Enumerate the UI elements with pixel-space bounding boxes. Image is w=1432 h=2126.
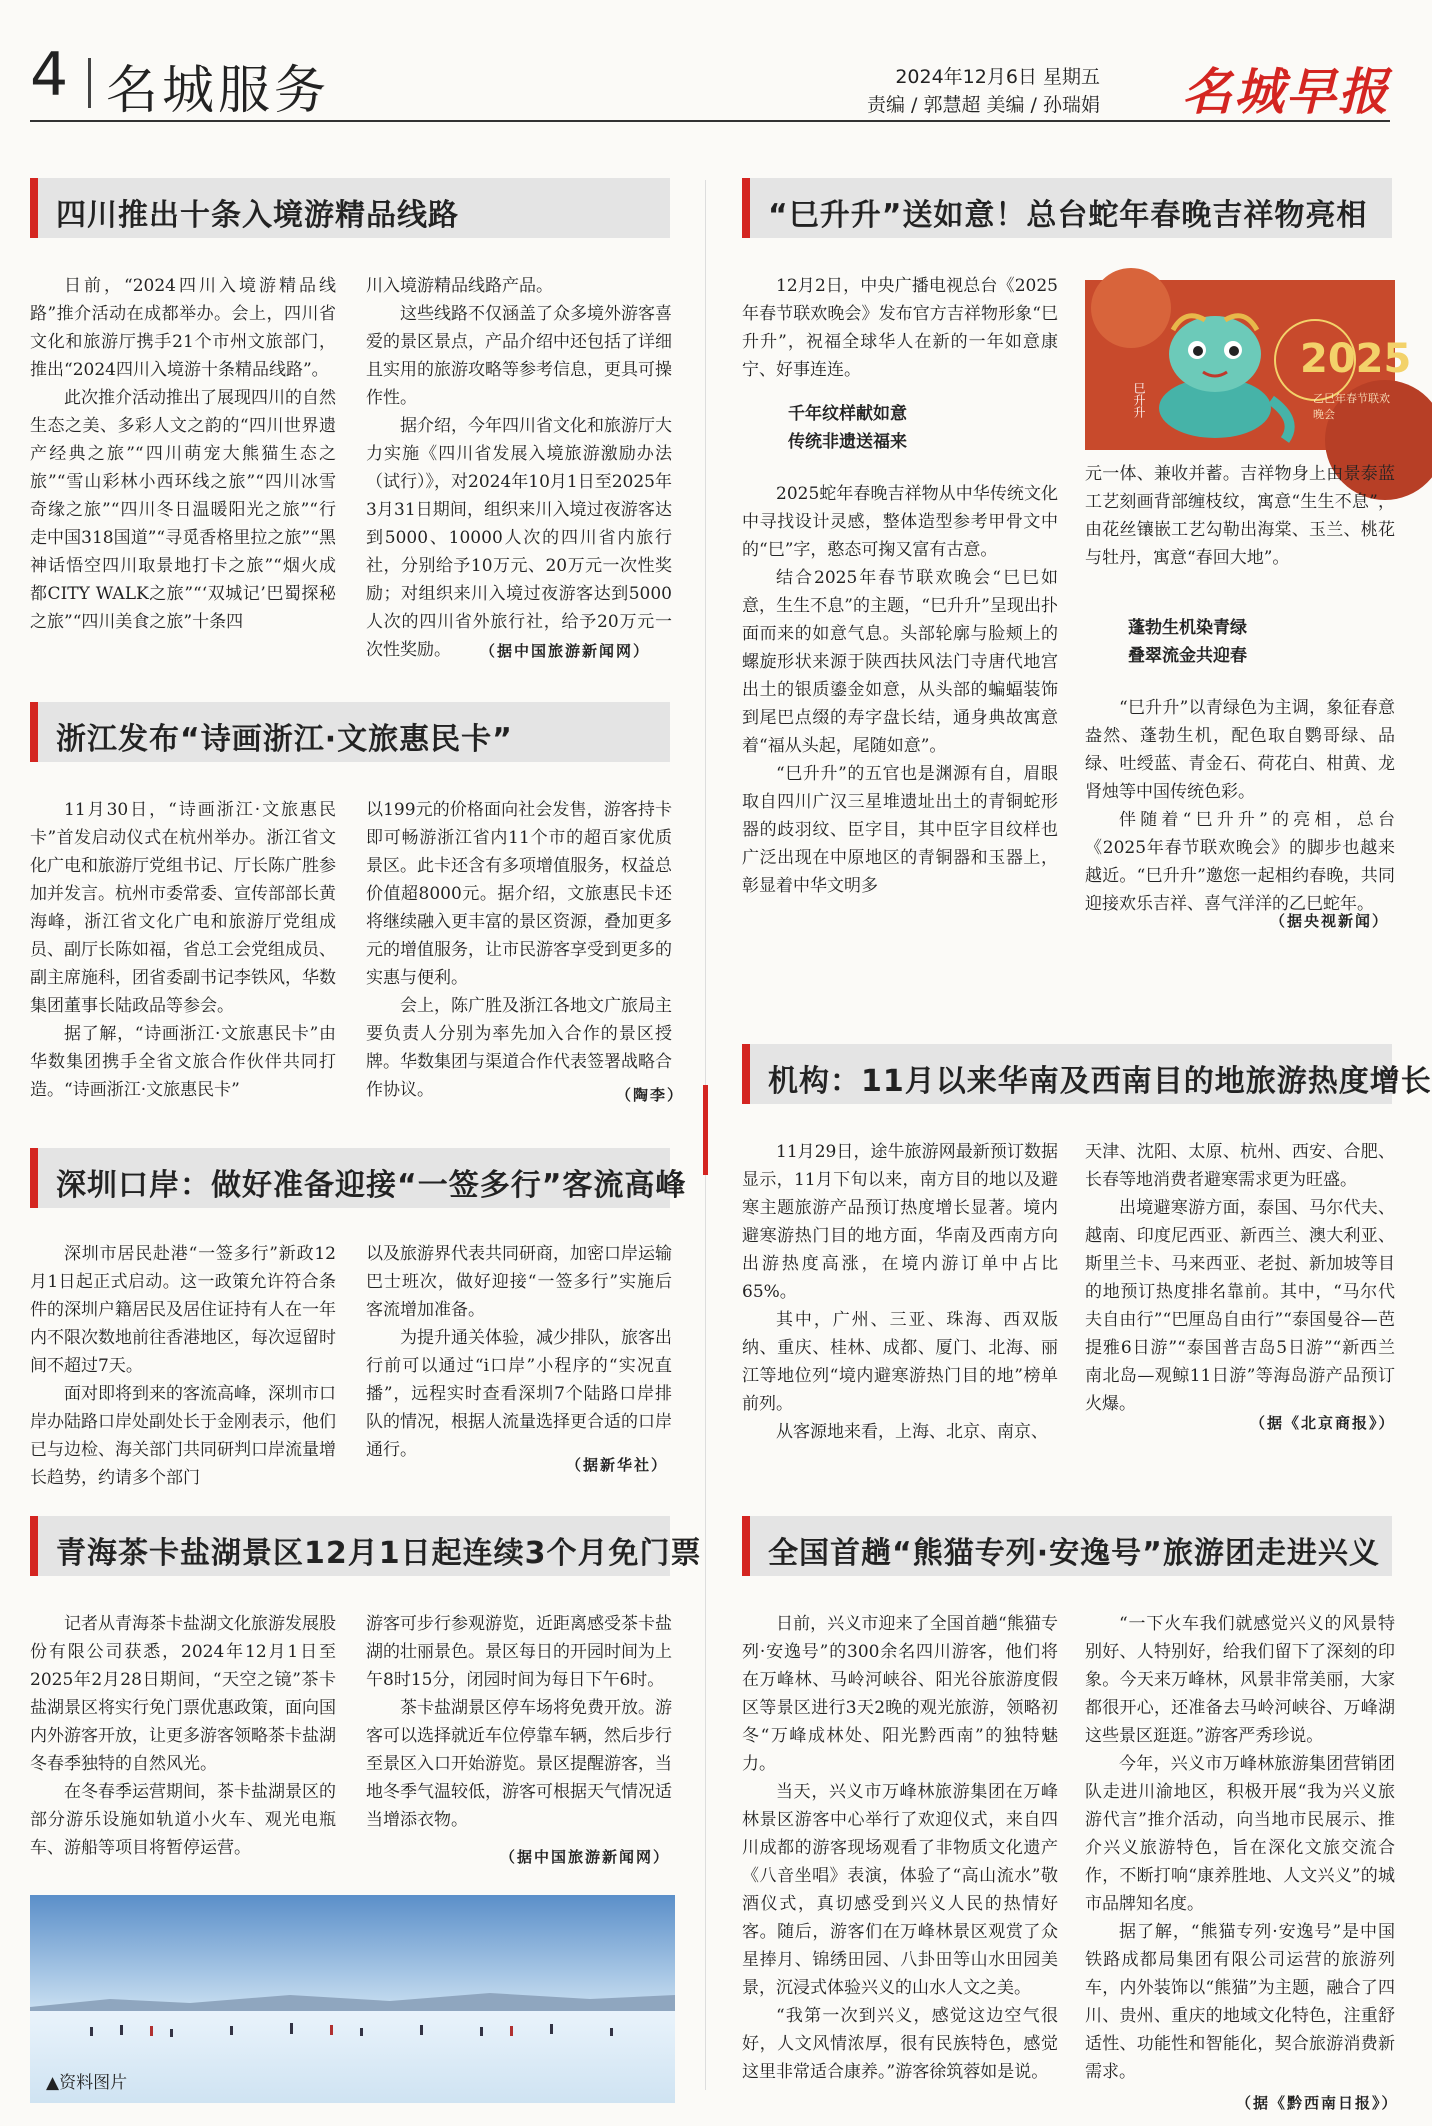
article-mascot-headline — [742, 178, 1392, 238]
issue-date: 2024年12月6日 星期五 — [895, 66, 1100, 88]
section-title: 名城服务 — [106, 61, 331, 121]
paragraph: 从客源地来看，上海、北京、南京、 — [776, 1422, 1048, 1442]
subheading — [788, 400, 907, 456]
page-number: 4 — [30, 40, 69, 110]
paragraph: 茶卡盐湖景区停车场将免费开放。游客可以选择就近车位停靠车辆，然后步行至景区入口开始游览。景区提醒游客，当地冬季气温较低，游客可根据天气情况适当增添衣物。 — [366, 1698, 672, 1830]
paragraph: 日前，兴义市迎来了全国首趟“熊猫专列·安逸号”的300余名四川游客，他们将在万峰林、马岭河峡谷、阳光谷旅游度假区等景区进行3天2晚的观光旅游，领略初冬“万峰成林处、阳光黔西南”的独特魅力。 — [742, 1614, 1058, 1774]
paragraph: 2025蛇年春晚吉祥物从中华传统文化中寻找设计灵感，整体造型参考甲骨文中的“巳”字，憨态可掬又富有古意。 — [742, 484, 1058, 560]
subheading-line: 叠翠流金共迎春 — [1128, 646, 1247, 666]
subheading-line: 传统非遗送福来 — [788, 432, 907, 452]
paragraph: 深圳市居民赴港“一签多行”新政12月1日起正式启动。这一政策允许符合条件的深圳户籍居民及居住证持有人在一年内不限次数地前往香港地区，每次逗留时间不超过7天。 — [30, 1244, 336, 1376]
masthead-divider — [88, 58, 91, 108]
article-sichuan-headline — [30, 178, 670, 238]
paragraph: 11月29日，途牛旅游网最新预订数据显示，11月下旬以来，南方目的地以及避寒主题旅游产品预订热度增长显著。境内避寒游热门目的地方面，华南及西南方向出游热度高涨，在境内游订单中占比65%。 — [742, 1142, 1058, 1302]
article-title: 全国首趟“熊猫专列·安逸号”旅游团走进兴义 — [768, 1536, 1380, 1571]
headline-accent-bar — [742, 1044, 750, 1104]
paragraph: 为提升通关体验，减少排队，旅客出行前可以通过“i口岸”小程序的“实况直播”，远程实时查看深圳7个陆路口岸排队的情况，根据人流量选择更合适的口岸通行。 — [366, 1328, 672, 1460]
headline-accent-bar — [742, 178, 750, 238]
editor-credits: 责编 / 郭慧超 美编 / 孙瑞娟 — [866, 94, 1100, 116]
paragraph: 记者从青海茶卡盐湖文化旅游发展股份有限公司获悉，2024年12月1日至2025年2月28日期间，“天空之镜”茶卡盐湖景区将实行免门票优惠政策，面向国内外游客开放，让更多游客领略茶卡盐湖冬春季独特的自然风光。 — [30, 1614, 336, 1774]
paragraph: 今年，兴义市万峰林旅游集团营销团队走进川渝地区，积极开展“我为兴义旅游代言”推介活动，向当地市民展示、推介兴义旅游特色，旨在深化文旅交流合作，不断打响“康养胜地、人文兴义”的城市品牌知名度。 — [1085, 1754, 1395, 1914]
article-title: 机构：11月以来华南及西南目的地旅游热度增长 — [768, 1064, 1432, 1099]
article-zhejiang-headline — [30, 702, 670, 762]
mascot-tag: 巳升升 — [1132, 382, 1146, 418]
headline-accent-bar — [30, 178, 38, 238]
paragraph: “我第一次到兴义，感觉这边空气很好，人文风情浓厚，很有民族特色，感觉这里非常适合康养。”游客徐筑蓉如是说。 — [742, 2006, 1058, 2082]
subheading-line: 千年纹样献如意 — [788, 404, 907, 424]
subheading-line: 蓬勃生机染青绿 — [1128, 618, 1247, 638]
article-tourism-heat-col2 — [1085, 1138, 1395, 1418]
article-sichuan-col1 — [30, 272, 336, 636]
article-source: （据中国旅游新闻网） — [500, 1848, 671, 1866]
paragraph: “一下火车我们就感觉兴义的风景特别好、人特别好，给我们留下了深刻的印象。今天来万峰林，风景非常美丽，大家都很开心，还准备去马岭河峡谷、万峰湖这些景区逛逛。”游客严秀珍说。 — [1085, 1614, 1395, 1746]
article-source: （陶李） — [616, 1086, 685, 1104]
paragraph: 伴随着“巳升升”的亮相，总台《2025年春节联欢晚会》的脚步也越来越近。“巳升升”邀您一起相约春晚，共同迎接欢乐吉祥、喜气洋洋的乙巳蛇年。 — [1085, 810, 1395, 914]
article-mascot-col2b — [1085, 694, 1395, 918]
article-source: （据《黔西南日报》） — [1236, 2094, 1399, 2112]
image-caption: ▲资料图片 — [46, 2073, 128, 2093]
paragraph: 据介绍，今年四川省文化和旅游厅大力实施《四川省发展入境旅游激励办法（试行）》，对2024年10月1日至2025年3月31日期间，组织来川入境过夜游客达到5000、10000人次的四川省内旅行社，分别给予10万元、20万元一次性奖励；对组织来川入境过夜游客达到5000人次的四川省外旅行社，给予20万元一次性奖励。 — [366, 416, 672, 660]
headline-accent-bar — [30, 1148, 38, 1208]
article-source: （据《北京商报》） — [1250, 1414, 1396, 1432]
article-title: 浙江发布“诗画浙江·文旅惠民卡” — [56, 722, 513, 757]
paragraph: 出境避寒游方面，泰国、马尔代夫、越南、印度尼西亚、新西兰、澳大利亚、斯里兰卡、马来西亚、老挝、新加坡等目的地预订热度排名靠前。其中，“马尔代夫自由行”“巴厘岛自由行”“泰国曼谷—芭提雅6日游”“泰国普吉岛5日游”“新西兰南北岛—观鲸11日游”等海岛游产品预订火爆。 — [1085, 1198, 1395, 1414]
paragraph: 结合2025年春节联欢晚会“巳巳如意，生生不息”的主题，“巳升升”呈现出扑面而来的如意气息。头部轮廓与脸颊上的螺旋形状来源于陕西扶风法门寺唐代地宫出土的银质鎏金如意，从头部的蝙蝠装饰到尾巴点缀的寿字盘长结，通身典故寓意着“福从头起，尾随如意”。 — [742, 568, 1058, 756]
article-title: 青海茶卡盐湖景区12月1日起连续3个月免门票 — [56, 1536, 702, 1571]
mascot-year: 2025 — [1300, 336, 1412, 382]
article-source: （据中国旅游新闻网） — [480, 642, 651, 660]
masthead — [30, 28, 1390, 122]
article-mascot-col2 — [1085, 460, 1395, 572]
paragraph: 当天，兴义市万峰林旅游集团在万峰林景区游客中心举行了欢迎仪式，来自四川成都的游客现场观看了非物质文化遗产《八音坐唱》表演，体验了“高山流水”敬酒仪式，真切感受到兴义人民的热情好客。随后，游客们在万峰林景区观赏了众星捧月、锦绣田园、八卦田等山水田园美景，沉浸式体验兴义的山水人文之美。 — [742, 1782, 1058, 1998]
article-zhejiang-col2 — [366, 796, 672, 1104]
paragraph: 日前，“2024四川入境游精品线路”推介活动在成都举办。会上，四川省文化和旅游厅携手21个市州文旅部门，推出“2024四川入境游十条精品线路”。 — [30, 276, 336, 380]
subheading — [1128, 614, 1247, 670]
article-panda-train-headline — [742, 1516, 1392, 1576]
article-title: 四川推出十条入境游精品线路 — [56, 198, 459, 233]
article-mascot-col1a — [742, 272, 1058, 384]
article-title: 深圳口岸：做好准备迎接“一签多行”客流高峰 — [56, 1168, 687, 1203]
paragraph-continued: 元一体、兼收并蓄。吉祥物身上由景泰蓝工艺刻画背部缠枝纹，寓意“生生不息”，由花丝镶嵌工艺勾勒出海棠、玉兰、桃花与牡丹，寓意“春回大地”。 — [1085, 464, 1395, 568]
paragraph-continued: 天津、沈阳、太原、杭州、西安、合肥、长春等地消费者避寒需求更为旺盛。 — [1085, 1142, 1395, 1190]
paragraph: 此次推介活动推出了展现四川的自然生态之美、多彩人文之韵的“四川世界遗产经典之旅”“四川萌宠大熊猫生态之旅”“雪山彩林小西环线之旅”“四川冰雪奇缘之旅”“四川冬日温暖阳光之旅”“行走中国318国道”“寻觅香格里拉之旅”“黑神话悟空四川取景地打卡之旅”“烟火成都CITY WALK之旅”“‘双城记’巴蜀探秘之旅”“四川美食之旅”十条四 — [30, 388, 336, 632]
article-title: “巳升升”送如意！总台蛇年春晚吉祥物亮相 — [768, 198, 1368, 233]
paragraph: 据了解，“诗画浙江·文旅惠民卡”由华数集团携手全省文旅合作伙伴共同打造。“诗画浙江·文旅惠民卡” — [30, 1024, 336, 1100]
article-source: （据央视新闻） — [1270, 912, 1390, 930]
newspaper-logo: 名城早报 — [1182, 62, 1390, 121]
salt-lake-photo — [30, 1895, 675, 2103]
mascot-image — [1085, 280, 1412, 450]
paragraph: 这些线路不仅涵盖了众多境外游客喜爱的景区景点，产品介绍中还包括了详细且实用的旅游攻略等参考信息，更具可操作性。 — [366, 304, 672, 408]
paragraph: 在冬春季运营期间，茶卡盐湖景区的部分游乐设施如轨道小火车、观光电瓶车、游船等项目将暂停运营。 — [30, 1782, 336, 1858]
paragraph-continued: 以及旅游界代表共同研商，加密口岸运输巴士班次，做好迎接“一签多行”实施后客流增加准备。 — [366, 1244, 672, 1320]
paragraph: 12月2日，中央广播电视总台《2025年春节联欢晚会》发布官方吉祥物形象“巳升升”，祝福全球华人在新的一年如意康宁、好事连连。 — [742, 276, 1058, 380]
article-tourism-heat-col1 — [742, 1138, 1058, 1446]
paragraph: “巳升升”以青绿色为主调，象征春意盎然、蓬勃生机，配色取自鹦哥绿、品绿、吐绶蓝、青金石、荷花白、柑黄、龙肾烛等中国传统色彩。 — [1085, 698, 1395, 802]
paragraph: 据了解，“熊猫专列·安逸号”是中国铁路成都局集团有限公司运营的旅游列车，内外装饰以“熊猫”为主题，融合了四川、贵州、重庆的地域文化特色，注重舒适性、功能性和智能化，契合旅游消费新需求。 — [1085, 1922, 1395, 2082]
article-tourism-heat-headline — [742, 1044, 1432, 1104]
article-shenzhen-col1 — [30, 1240, 336, 1492]
article-source: （据新华社） — [566, 1456, 669, 1474]
headline-accent-bar — [30, 1516, 38, 1576]
headline-accent-bar — [30, 702, 38, 762]
article-qinghai-col1 — [30, 1610, 336, 1862]
article-qinghai-headline — [30, 1516, 702, 1576]
article-shenzhen-col2 — [366, 1240, 672, 1464]
column-divider-accent — [703, 1085, 708, 1175]
article-panda-train-col2 — [1085, 1610, 1395, 2086]
paragraph-continued: 以199元的价格面向社会发售，游客持卡即可畅游浙江省内11个市的超百家优质景区。此卡还含有多项增值服务，权益总价值超8000元。据介绍，文旅惠民卡还将继续融入更丰富的景区资源，叠加更多元的增值服务，让市民游客享受到更多的实惠与便利。 — [366, 800, 672, 988]
article-zhejiang-col1 — [30, 796, 336, 1104]
paragraph-continued: 川入境游精品线路产品。 — [366, 276, 553, 296]
paragraph: 11月30日，“诗画浙江·文旅惠民卡”首发启动仪式在杭州举办。浙江省文化广电和旅游厅党组书记、厅长陈广胜参加并发言。杭州市委常委、宣传部部长黄海峰，浙江省文化广电和旅游厅党组成员、副厅长陈如福，省总工会党组成员、副主席施科，团省委副书记李铁风，华数集团董事长陆政品等参会。 — [30, 800, 336, 1016]
paragraph: 其中，广州、三亚、珠海、西双版纳、重庆、桂林、成都、厦门、北海、丽江等地位列“境内避寒游热门目的地”榜单前列。 — [742, 1310, 1058, 1414]
paragraph: 面对即将到来的客流高峰，深圳市口岸办陆路口岸处副处长于金刚表示，他们已与边检、海关部门共同研判口岸流量增长趋势，约请多个部门 — [30, 1384, 336, 1488]
paragraph-continued: 游客可步行参观游览，近距离感受茶卡盐湖的壮丽景色。景区每日的开园时间为上午8时15分，闭园时间为每日下午6时。 — [366, 1614, 672, 1690]
mascot-caption: 乙巳年春节联欢晚会 — [1313, 392, 1390, 421]
paragraph: 会上，陈广胜及浙江各地文广旅局主要负责人分别为率先加入合作的景区授牌。华数集团与渠道合作代表签署战略合作协议。 — [366, 996, 672, 1100]
article-shenzhen-headline — [30, 1148, 687, 1208]
article-mascot-col1b — [742, 480, 1058, 900]
article-qinghai-col2 — [366, 1610, 672, 1834]
article-sichuan-col2 — [366, 272, 672, 664]
article-panda-train-col1 — [742, 1610, 1058, 2086]
headline-accent-bar — [742, 1516, 750, 1576]
paragraph: “巳升升”的五官也是渊源有自，眉眼取自四川广汉三星堆遗址出土的青铜蛇形器的歧羽纹、臣字目，其中臣字目纹样也广泛出现在中原地区的青铜器和玉器上，彰显着中华文明多 — [742, 764, 1058, 896]
